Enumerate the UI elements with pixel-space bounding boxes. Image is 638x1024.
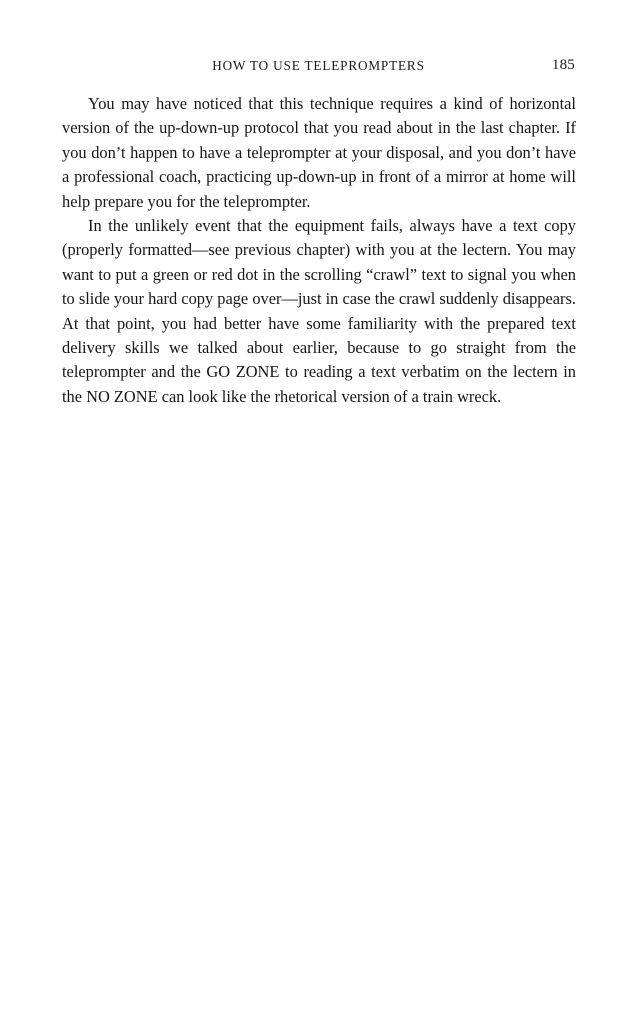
- running-head-chapter-title: HOW TO USE TELEPROMPTERS: [212, 58, 425, 73]
- paragraph: You may have noticed that this technique requires a kind of horizontal version of the up-down-up protocol that you read about in the last chapter. If you don’t happen to have a teleprompter at your disposal, and you don’t have a professional coach, practicing up-down-up in front of a mirror at home will help prepare you for the teleprompter.: [62, 94, 576, 211]
- running-head: [62, 58, 575, 78]
- page-number: 185: [551, 57, 575, 73]
- paragraph: In the unlikely event that the equipment fails, always have a text copy (properly formatted—see previous chapter) with you at the lectern. You may want to put a green or red dot in the scrolling “crawl” text to signal you when to slide your hard copy page over—just in case the crawl suddenly disappears. At that point, you had better have some familiarity with the prepared text delivery skills we talked about earlier, because to go straight from the teleprompter and the GO ZONE to reading a text verbatim on the lectern in the NO ZONE can look like the rhetorical version of a train wreck.: [62, 216, 576, 406]
- body-text: [62, 92, 576, 409]
